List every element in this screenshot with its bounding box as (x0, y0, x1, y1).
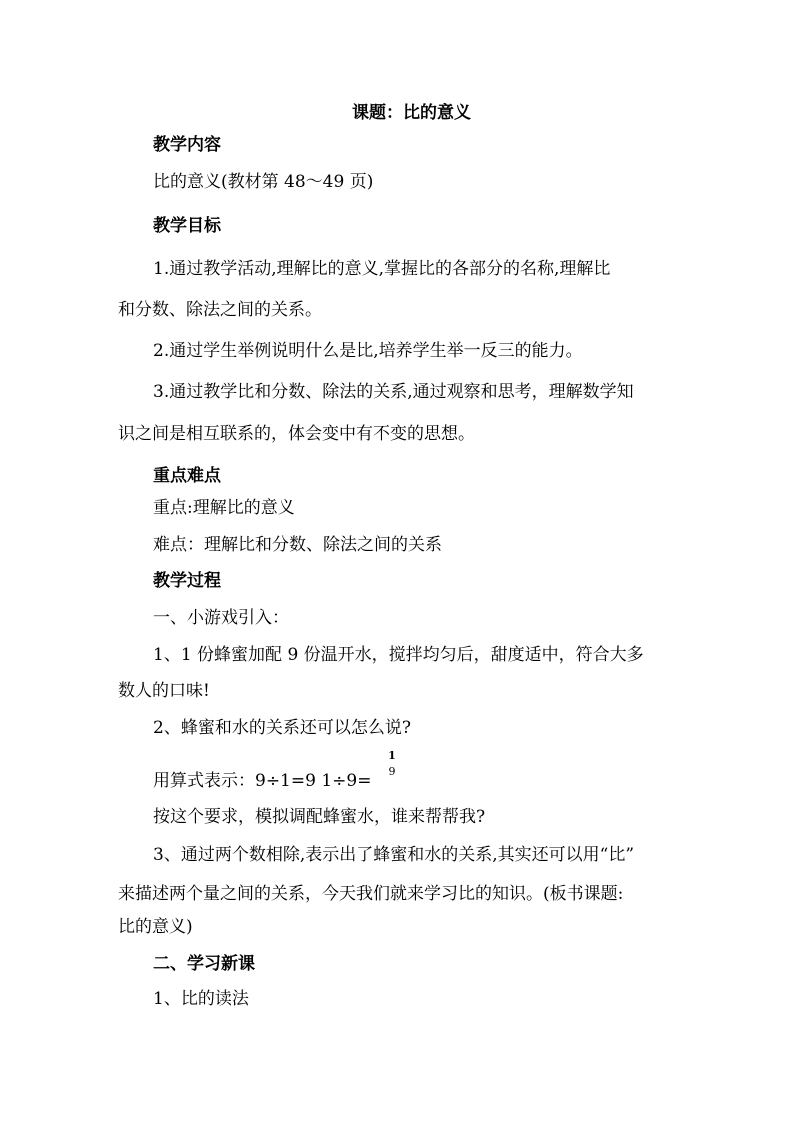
key-heading: 重点难点 (153, 466, 221, 486)
process-heading: 教学过程 (153, 571, 221, 591)
step-2-heading: 二、学习新课 (153, 954, 255, 974)
prompt: 按这个要求，模拟调配蜂蜜水，谁来帮帮我? (153, 807, 486, 827)
goal-2: 2.通过学生举例说明什么是比,培养学生举一反三的能力。 (153, 341, 583, 361)
step-1-heading: 一、小游戏引入： (153, 608, 289, 628)
step-2-item-1: 1、比的读法 (153, 989, 249, 1009)
goals-heading: 教学目标 (153, 216, 221, 236)
fraction-numerator: 1 (388, 749, 396, 762)
step-1-item-2: 2、蜂蜜和水的关系还可以怎么说? (153, 718, 411, 738)
goal-1-line-1: 1.通过教学活动,理解比的意义,掌握比的各部分的名称,理解比 (153, 259, 611, 279)
content-heading: 教学内容 (153, 135, 221, 155)
key-point: 重点:理解比的意义 (153, 498, 295, 518)
fraction-denominator: 9 (388, 765, 396, 778)
step-1-item-3-line-2: 来描述两个量之间的关系，今天我们就来学习比的知识。(板书课题: (118, 884, 624, 904)
content-text: 比的意义(教材第 48～49 页) (153, 172, 374, 192)
page-title: 课题：比的意义 (352, 103, 471, 123)
goal-3-line-2: 识之间是相互联系的，体会变中有不变的思想。 (118, 424, 475, 444)
goal-1-line-2: 和分数、除法之间的关系。 (118, 300, 322, 320)
step-1-item-3-line-3: 比的意义) (118, 917, 193, 937)
difficulty: 难点：理解比和分数、除法之间的关系 (153, 535, 442, 555)
goal-3-line-1: 3.通过教学比和分数、除法的关系,通过观察和思考，理解数学知 (153, 382, 634, 402)
step-1-item-1-line-1: 1、1 份蜂蜜加配 9 份温开水，搅拌均匀后，甜度适中，符合大多 (153, 645, 644, 665)
step-1-item-1-line-2: 数人的口味! (118, 681, 210, 701)
step-1-item-3-line-1: 3、通过两个数相除,表示出了蜂蜜和水的关系,其实还可以用“比” (153, 845, 635, 865)
formula: 用算式表示：9÷1=9 1÷9= (153, 771, 372, 791)
